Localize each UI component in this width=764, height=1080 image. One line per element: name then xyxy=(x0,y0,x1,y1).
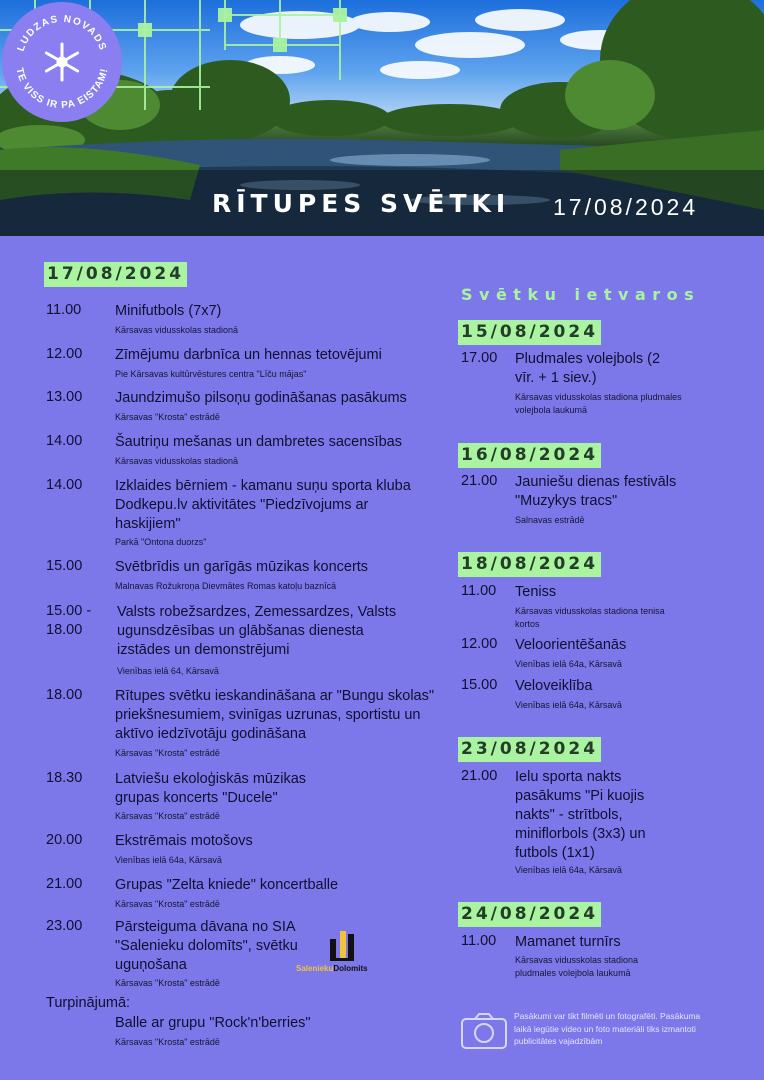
event-title: Mamanet turnīrs xyxy=(515,934,621,950)
event-title: Minifutbols (7x7) xyxy=(115,303,222,319)
event-title: Jauniešu dienas festivāls "Muzykys tracs" xyxy=(515,474,677,509)
event-location: Kārsavas vidusskolas stadionā xyxy=(115,325,239,335)
sponsor-name xyxy=(296,964,368,973)
event-time: 21.00 xyxy=(461,473,498,489)
event-time: 20.00 xyxy=(46,832,83,848)
event-location: Kārsavas "Krosta" estrādē xyxy=(115,978,220,988)
event-time: 14.00 xyxy=(46,477,83,493)
event-location: Vienības ielā 64a, Kārsavā xyxy=(515,700,622,710)
event-location: Kārsavas vidusskolas stadiona tenisa kortos xyxy=(515,606,665,629)
event-time: 12.00 xyxy=(46,346,83,362)
event-location: Kārsavas "Krosta" estrādē xyxy=(115,748,220,758)
event-time: 13.00 xyxy=(46,389,83,405)
event-location: Vienības ielā 64a, Kārsavā xyxy=(115,855,222,865)
event-time: 12.00 xyxy=(461,636,498,652)
event-title: Jaundzimušo pilsoņu godināšanas pasākums xyxy=(115,390,407,406)
event-time: 23.00 xyxy=(46,918,83,934)
event-title: Ielu sporta nakts pasākums "Pi kuojis nakts" - strītbols, miniflorbols (3x3) un futbols (1x1) xyxy=(515,769,646,861)
continuation-label: Turpinājumā: xyxy=(46,995,131,1011)
filming-notice: Pasākumi var tikt filmēti un fotografēti. Pasākuma laikā iegūtie video un foto materiāli tiks izmantoti publicitātes vajadzībām xyxy=(514,1011,701,1046)
event-location: Kārsavas "Krosta" estrādē xyxy=(115,811,220,821)
camera-icon xyxy=(460,1012,508,1050)
event-date: 17/08/2024 xyxy=(553,194,699,220)
event-title: Pludmales volejbols (2 vīr. + 1 siev.) xyxy=(515,351,661,386)
event-time: 11.00 xyxy=(461,583,497,599)
pre-events-title: Svētku ietvaros xyxy=(461,285,701,304)
hero-banner xyxy=(0,0,764,236)
event-location: Kārsavas "Krosta" estrādē xyxy=(115,1037,220,1047)
event-location: Kārsavas vidusskolas stadiona pludmales volejbola laukumā xyxy=(515,955,639,978)
badge-bottom-text: TE VISS IR PA EISTAM! xyxy=(13,66,111,112)
ludzas-novads-badge xyxy=(0,0,124,124)
event-location: Vienības ielā 64, Kārsavā xyxy=(117,666,219,676)
event-title: Ekstrēmais motošovs xyxy=(115,833,253,849)
event-title: Teniss xyxy=(515,584,557,600)
event-title: RĪTUPES SVĒTKI xyxy=(212,189,511,218)
event-title: Zīmējumu darbnīca un hennas tetovējumi xyxy=(115,347,382,363)
event-time: 18.00 xyxy=(46,687,83,703)
event-location: Kārsavas "Krosta" estrādē xyxy=(115,412,220,422)
pre-date-label: 15/08/2024 xyxy=(458,320,601,345)
event-time: 15.00 xyxy=(461,677,498,693)
event-title: Veloorientēšanās xyxy=(515,637,627,653)
event-time: 17.00 xyxy=(461,350,498,366)
event-title: Veloveiklība xyxy=(515,678,593,694)
event-title: Valsts robežsardzes, Zemessardzes, Valsts ugunsdzēsības un glābšanas dienesta izstādes un demonstrējumi xyxy=(117,604,397,658)
event-location: Kārsavas vidusskolas stadiona pludmales volejbola laukumā xyxy=(515,392,682,415)
pre-date-label: 16/08/2024 xyxy=(458,443,601,468)
pre-date-label: 23/08/2024 xyxy=(458,737,601,762)
event-time: 18.30 xyxy=(46,770,83,786)
event-location: Kārsavas "Krosta" estrādē xyxy=(115,899,220,909)
event-time: 21.00 xyxy=(46,876,83,892)
event-title: Rītupes svētku ieskandināšana ar "Bungu skolas" priekšnesumiem, svinīgas uzrunas, sportistu un aktīvo iedzīvotāju godināšana xyxy=(115,688,435,742)
event-location: Parkā "Ontona duorzs" xyxy=(115,537,207,547)
sponsor-name-part1: Salenieku xyxy=(296,964,334,973)
event-time: 11.00 xyxy=(461,933,497,949)
pre-date-label: 24/08/2024 xyxy=(458,902,601,927)
event-title: Šautriņu mešanas un dambretes sacensības xyxy=(115,434,402,450)
event-time: 15.00 xyxy=(46,558,83,574)
event-location: Kārsavas vidusskolas stadionā xyxy=(115,456,239,466)
badge-top-text: LUDZAS NOVADS xyxy=(15,13,109,53)
event-title: Balle ar grupu "Rock'n'berries" xyxy=(115,1015,311,1031)
sponsor-name-part2: Dolomits xyxy=(333,964,368,973)
event-time: 11.00 xyxy=(46,302,82,318)
event-title: Pārsteiguma dāvana no SIA "Salenieku dolomīts", svētku uguņošana xyxy=(115,919,298,973)
event-title: Latviešu ekoloģiskās mūzikas grupas koncerts "Ducele" xyxy=(115,771,307,806)
event-location: Malnavas Rožukroņa Dievmātes Romas katoļu baznīcā xyxy=(115,581,337,591)
event-location: Pie Kārsavas kultūrvēstures centra "Līču mājas" xyxy=(115,369,307,379)
event-time-start: 15.00 - xyxy=(46,603,92,619)
event-time-end: 18.00 xyxy=(46,622,83,638)
event-location: Vienības ielā 64a, Kārsavā xyxy=(515,659,622,669)
event-title: Grupas "Zelta kniede" koncertballe xyxy=(115,877,339,893)
event-location: Salnavas estrādē xyxy=(515,515,585,525)
main-date-label: 17/08/2024 xyxy=(44,262,187,287)
event-time: 14.00 xyxy=(46,433,83,449)
event-time: 21.00 xyxy=(461,768,498,784)
event-location: Vienības ielā 64a, Kārsavā xyxy=(515,865,622,875)
event-title: Svētbrīdis un garīgās mūzikas koncerts xyxy=(115,559,369,575)
event-title: Izklaides bērniem - kamanu suņu sporta kluba Dodkepu.lv aktivitātes "Piedzīvojums ar haskijiem" xyxy=(115,478,411,532)
pre-date-label: 18/08/2024 xyxy=(458,552,601,577)
